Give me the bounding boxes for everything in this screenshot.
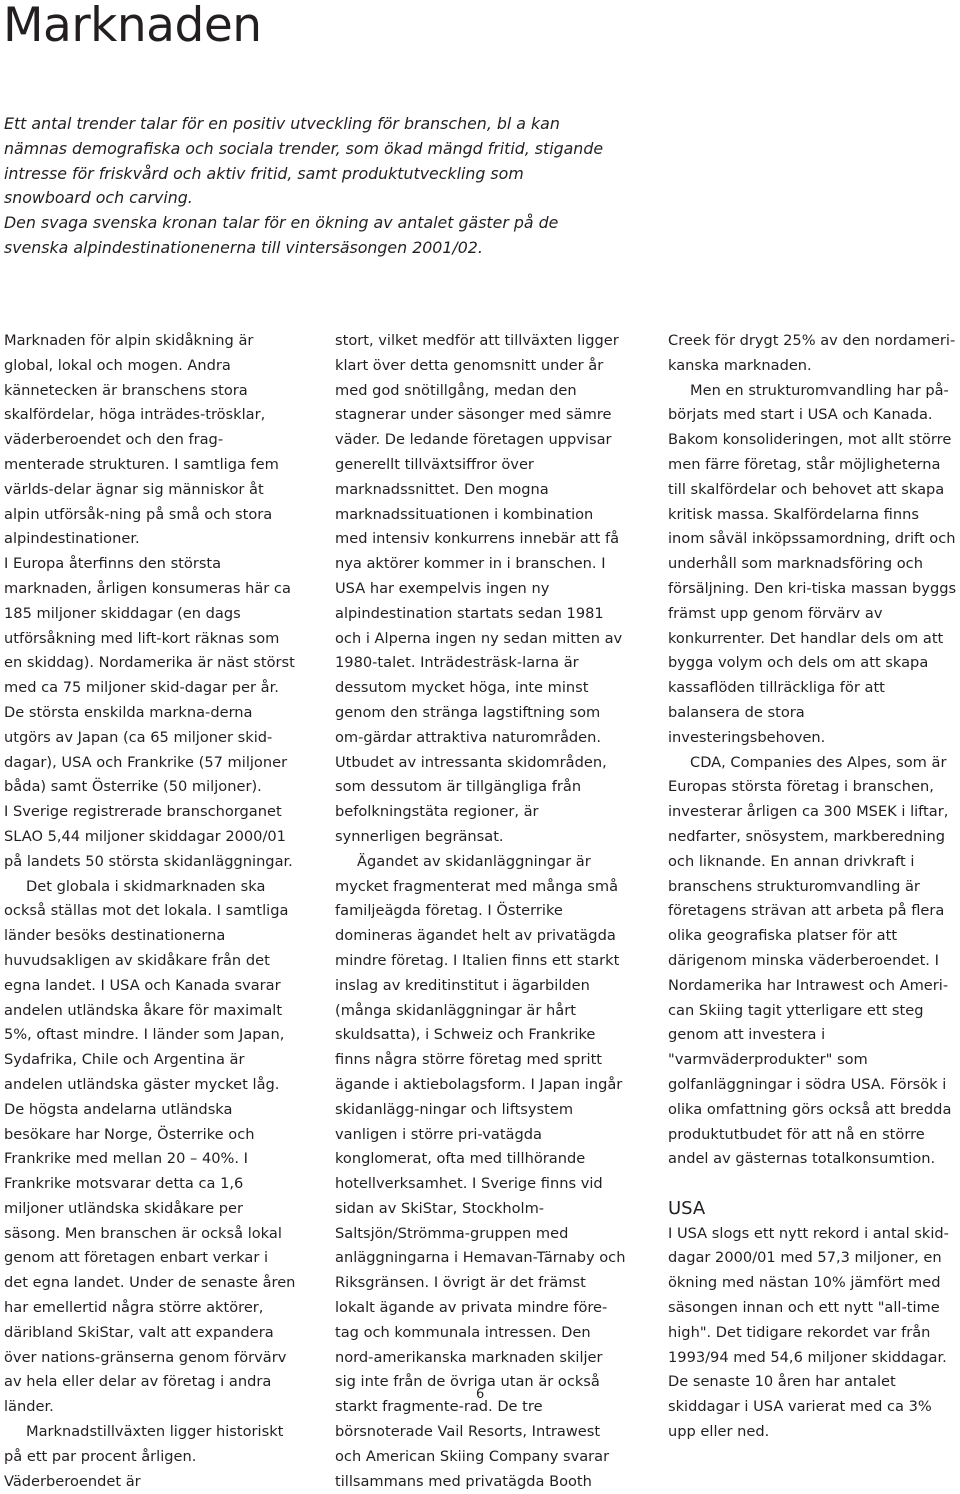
column1-paragraph-1: Marknaden för alpin skidåkning är global, lokal och mogen. Andra kännetecken är branschens stora skalfördelar, höga inträdes-trösklar, väderberoendet och den frag-menterade strukturen. I samtliga fem världs-delar ägnar sig människor åt alpin utförsåk-ning på små och stora alpindestinationer. [4, 332, 279, 548]
text-column-1 [4, 329, 296, 1494]
section-spacer [668, 1172, 960, 1197]
section-heading-usa: USA [668, 1197, 706, 1219]
page-title: Marknaden [3, 0, 262, 53]
page-number: 6 [476, 1387, 485, 1402]
column2-paragraph-2: Ägandet av skidanläggningar är mycket fragmenterat med många små familjeägda företag. I Österrike domineras ägandet helt av privatägda mindre företag. I Italien finns ett starkt inslag av kreditinstitut i ägarbilden (många skidanläggningar är hårt skuldsatta), i Schweiz och Frankrike finns några större företag med spritt ägande i aktiebolagsform. I Japan ingår skidanlägg-ningar och liftsystem vanligen i större pri-vatägda konglomerat, ofta med tillhörande hotellverksamhet. I Sverige finns vid sidan av SkiStar, Stockholm-Saltsjön/Strömma-gruppen med anläggningarna i Hemavan-Tärnaby och Riksgränsen. I övrigt är det främst lokalt ägande av privata mindre före-tag och kommunala intressen. Den nord-amerikanska marknaden skiljer sig inte från de övriga utan är också starkt fragmente-rad. De tre börsnoterade Vail Resorts, Intrawest och American Skiing Company svarar tillsammans med privatägda Booth [335, 852, 626, 1490]
lead-intro [4, 112, 614, 261]
column3-paragraph-3: CDA, Companies des Alpes, som är Europas största företag i branschen, investerar årligen ca 300 MSEK i liftar, nedfarter, snösystem, markberedning och liknande. En annan drivkraft i branschens strukturomvandling är företagens strävan att arbeta på flera olika geografiska platser för att därigenom minska väderberoendet. I Nordamerika har Intrawest och Ameri-can Skiing tagit ytterligare ett steg genom att investera i "varmväderprodukter" som golfanläggningar i södra USA. Försök i olika omfattning görs också att bredda produktutbudet för att nå en större andel av gästernas totalkonsumtion. [668, 753, 952, 1168]
column3-paragraph-4: I USA slogs ett nytt rekord i antal skid-dagar 2000/01 med 57,3 miljoner, en ökning med nästan 10% jämfört med säsongen innan och ett nytt "all-time high". Det tidigare rekordet var från 1993/94 med 54,6 miljoner skiddagar. De senaste 10 åren har antalet skiddagar i USA varierat med ca 3% upp eller ned. [668, 1224, 949, 1441]
column1-paragraph-3: I Sverige registrerade branschorganet SLAO 5,44 miljoner skiddagar 2000/01 på landets 50 största skidanläggningar. [4, 803, 293, 870]
lead-paragraph-1: Ett antal trender talar för en positiv utveckling för branschen, bl a kan nämnas demografiska och sociala trender, som ökad mängd fritid, stigande intresse för friskvård och aktiv fritid, samt produktutveckling som snowboard och carving. [4, 114, 604, 208]
column2-paragraph-1: stort, vilket medför att tillväxten ligger klart över detta genomsnitt under år med god snötillgång, medan den stagnerar under säsonger med sämre väder. De ledande företagen uppvisar generellt tillväxtsiffror över marknadssnittet. Den mogna marknadssituationen i kombination med intensiv konkurrens innebär att få nya aktörer kommer in i branschen. I USA har exempelvis ingen ny alpindestination startats sedan 1981 och i Alperna ingen ny sedan mitten av 1980-talet. Inträdesträsk-larna är dessutom mycket höga, inte minst genom den stränga lagstiftning som om-gärdar attraktiva naturområden. Utbudet av intressanta skidområden, som dessutom är tillgängliga från befolkningstäta regioner, är synnerligen begränsat. [335, 332, 623, 845]
column1-paragraph-2: I Europa återfinns den största marknaden, årligen konsumeras här ca 185 miljoner skiddagar (en dags utförsåkning med lift-kort räknas som en skiddag). Nordamerika är näst störst med ca 75 miljoner skid-dagar per år. De största enskilda markna-derna utgörs av Japan (ca 65 miljoner skid-dagar), USA och Frankrike (57 miljoner båda) samt Österrike (50 miljoner). [4, 555, 295, 796]
text-column-2 [335, 329, 627, 1494]
column1-paragraph-4: Det globala i skidmarknaden ska också ställas mot det lokala. I samtliga länder besöks destinationerna huvudsakligen av skidåkare från det egna landet. I USA och Kanada svarar andelen utländska åkare för maximalt 5%, oftast mindre. I länder som Japan, Sydafrika, Chile och Argentina är andelen utländska gäster mycket låg. De högsta andelarna utländska besökare har Norge, Österrike och Frankrike med mellan 20 – 40%. I Frankrike motsvarar detta ca 1,6 miljoner utländska skidåkare per säsong. Men branschen är också lokal genom att företagen enbart verkar i det egna landet. Under de senaste åren har emellertid några större aktörer, däribland SkiStar, valt att expandera över nations-gränserna genom förvärv av hela eller delar av företag i andra länder. [4, 877, 296, 1416]
text-column-3 [668, 329, 960, 1445]
lead-paragraph-2: Den svaga svenska kronan talar för en ökning av antalet gäster på de svenska alpindestinationenerna till vintersäsongen 2001/02. [4, 213, 559, 257]
column1-paragraph-5: Marknadstillväxten ligger historiskt på ett par procent årligen. Väderberoendet är [4, 1423, 284, 1490]
column3-paragraph-2: Men en strukturomvandling har på-börjats med start i USA och Kanada. Bakom konsolideringen, mot allt större men färre företag, står möjligheterna till skalfördelar och behovet att skapa kritisk massa. Skalfördelarna finns inom såväl inköpssamordning, drift och underhåll som marknadsföring och försäljning. Den kri-tiska massan byggs främst upp genom förvärv av konkurrenter. Det handlar dels om att bygga volym och dels om att skapa kassaflöden tillräckliga för att balansera de stora investeringsbehoven. [668, 381, 957, 746]
column3-paragraph-1: Creek för drygt 25% av den nordameri-kanska marknaden. [668, 332, 956, 374]
